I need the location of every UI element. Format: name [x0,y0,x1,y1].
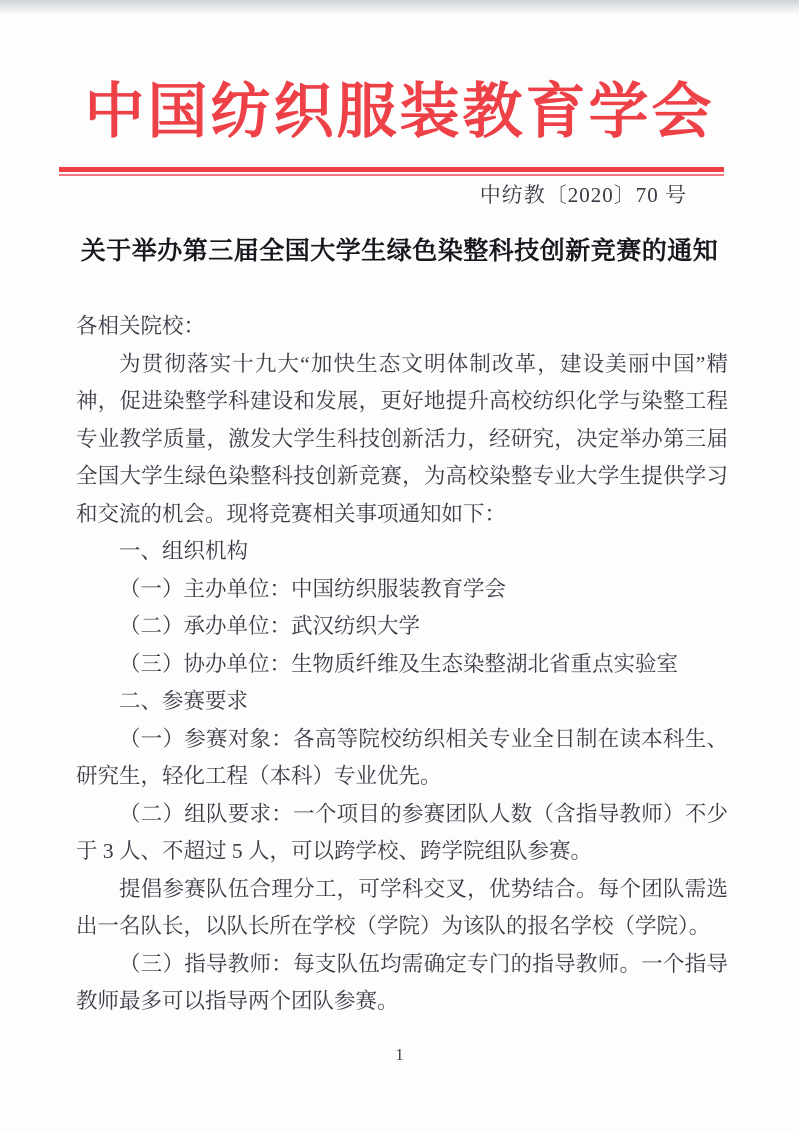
page-number: 1 [395,1045,404,1064]
body-paragraph: （三）指导教师：每支队伍均需确定专门的指导教师。一个指导教师最多可以指导两个团队参赛。 [76,951,728,1013]
body-paragraph: 提倡参赛队伍合理分工，可学科交叉，优势结合。每个团队需选出一名队长，以队长所在学校（学院）为该队的报名学校（学院）。 [76,876,728,938]
document-body [76,308,728,1021]
body-paragraph: （一）主办单位：中国纺织服装教育学会 [119,576,507,601]
red-rule-thin-line [59,174,724,176]
paragraph-list [76,346,728,1021]
body-paragraph: （二）承办单位：武汉纺织大学 [119,614,421,638]
red-divider-rule [59,167,724,176]
scan-edge-shadow [0,0,799,14]
body-paragraph: （一）参赛对象：各高等院校纺织相关专业全日制在读本科生、研究生，轻化工程（本科）专业优先。 [76,726,728,788]
document-title: 关于举办第三届全国大学生绿色染整科技创新竞赛的通知 [80,237,719,265]
red-rule-thick-line [59,167,724,172]
body-paragraph: 二、参赛要求 [119,689,249,713]
salutation: 各相关院校： [76,314,206,338]
body-paragraph: 为贯彻落实十九大“加快生态文明体制改革，建设美丽中国”精神，促进染整学科建设和发展，更好地提升高校纺织化学与染整工程专业教学质量，激发大学生科技创新活力，经研究，决定举办第三届全国大学生绿色染整科技创新竞赛，为高校染整专业大学生提供学习和交流的机会。现将竞赛相关事项通知如下： [76,351,728,526]
body-paragraph: 一、组织机构 [119,539,249,563]
doc-number: 中纺教〔2020〕70 号 [479,183,687,207]
body-paragraph: （二）组队要求：一个项目的参赛团队人数（含指导教师）不少于 3 人、不超过 5 人，可以跨学校、跨学院组队参赛。 [76,801,728,863]
body-paragraph: （三）协办单位：生物质纤维及生态染整湖北省重点实验室 [119,651,679,676]
org-name-header: 中国纺织服装教育学会 [84,79,715,145]
